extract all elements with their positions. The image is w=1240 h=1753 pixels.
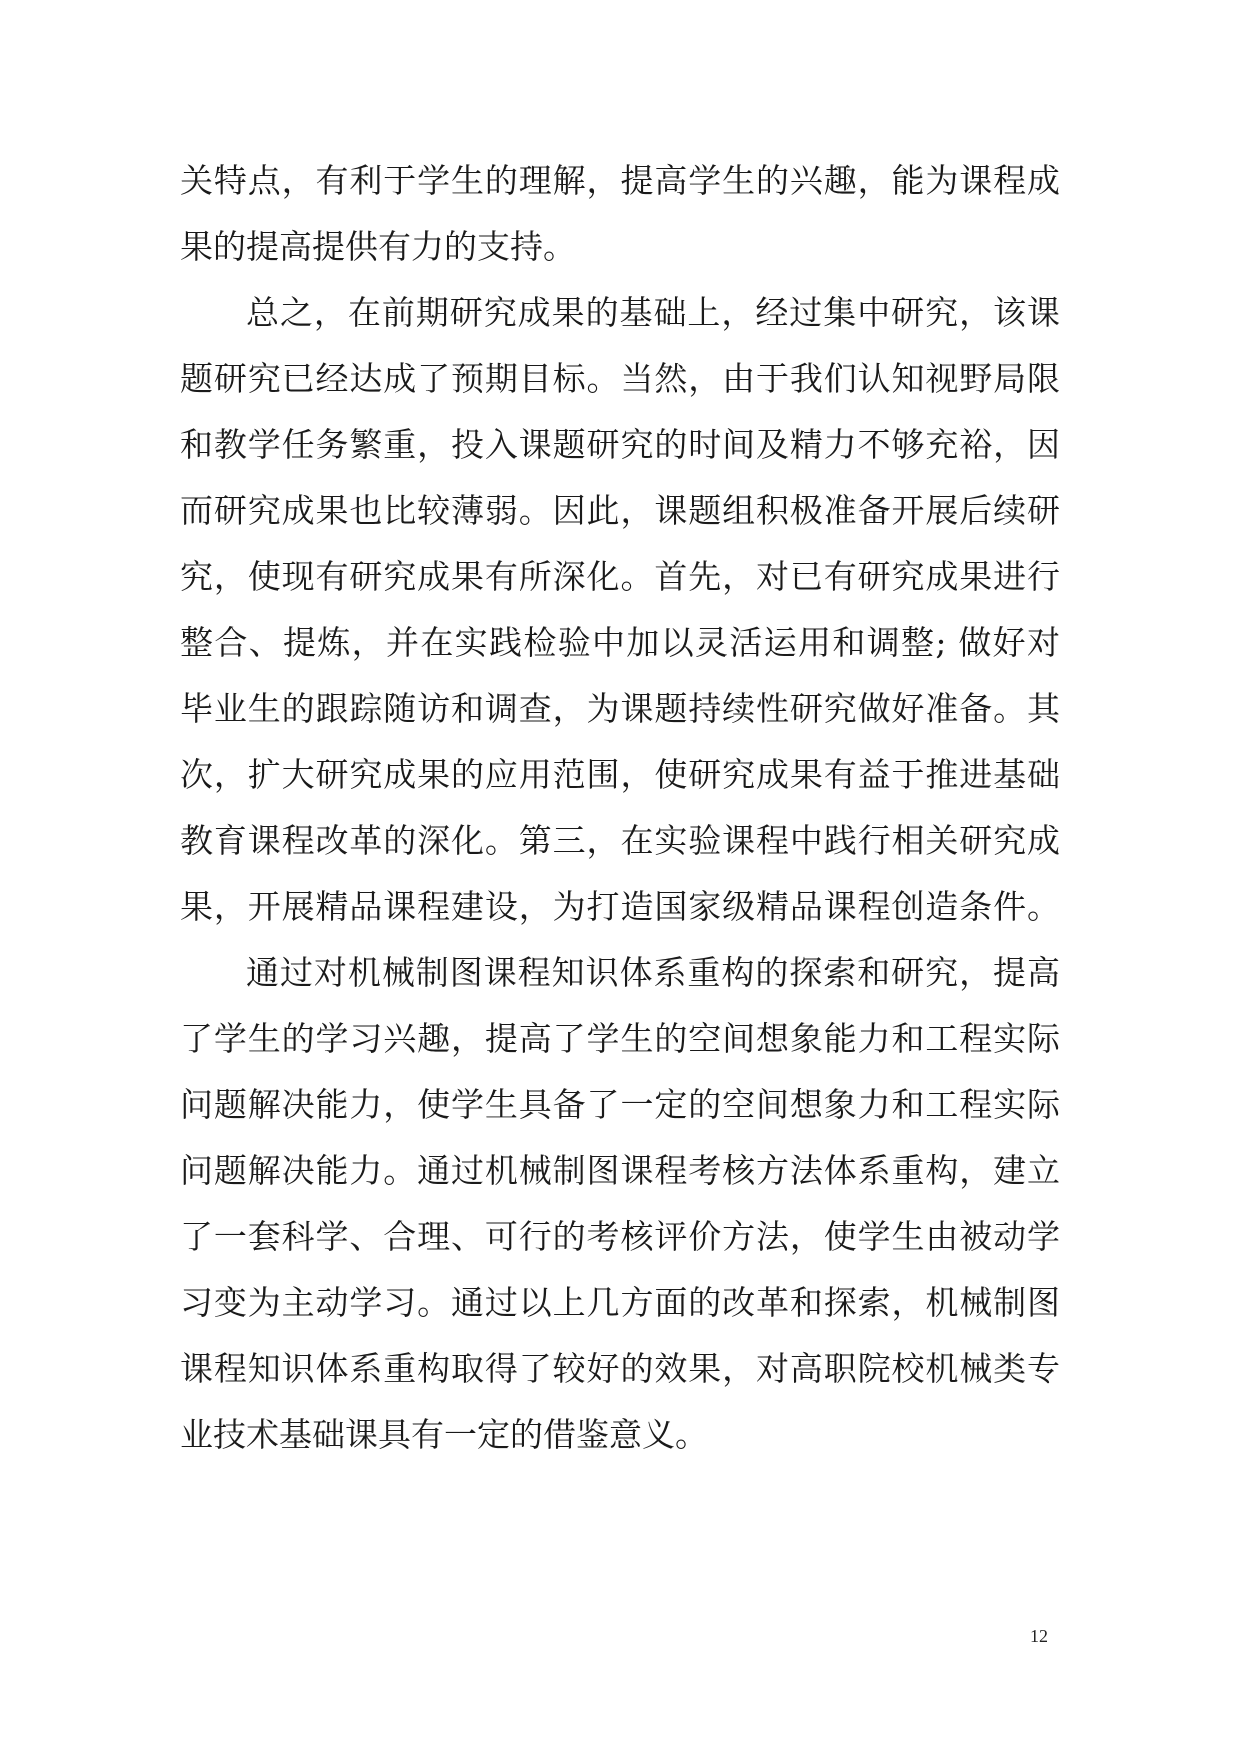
text-line: 果，开展精品课程建设，为打造国家级精品课程创造条件。 xyxy=(180,887,1060,926)
text-line: 究，使现有研究成果有所深化。首先，对已有研究成果进行 xyxy=(180,557,1060,596)
text-line: 习变为主动学习。通过以上几方面的改革和探索，机械制图 xyxy=(180,1283,1060,1322)
text-line: 了一套科学、合理、可行的考核评价方法，使学生由被动学 xyxy=(180,1217,1060,1256)
text-line: 和教学任务繁重，投入课题研究的时间及精力不够充裕，因 xyxy=(180,425,1060,464)
text-line: 题研究已经达成了预期目标。当然，由于我们认知视野局限 xyxy=(180,359,1060,398)
text-line: 整合、提炼，并在实践检验中加以灵活运用和调整; 做好对 xyxy=(180,623,1060,662)
text-line: 教育课程改革的深化。第三，在实验课程中践行相关研究成 xyxy=(180,821,1060,860)
text-line: 而研究成果也比较薄弱。因此，课题组积极准备开展后续研 xyxy=(180,491,1060,530)
text-line: 问题解决能力。通过机械制图课程考核方法体系重构，建立 xyxy=(180,1151,1060,1190)
text-line: 业技术基础课具有一定的借鉴意义。 xyxy=(180,1415,708,1454)
text-line: 关特点，有利于学生的理解，提高学生的兴趣，能为课程成 xyxy=(180,161,1060,200)
text-line: 课程知识体系重构取得了较好的效果，对高职院校机械类专 xyxy=(180,1349,1060,1388)
paragraph xyxy=(180,148,1060,280)
text-line: 总之，在前期研究成果的基础上，经过集中研究，该课 xyxy=(246,293,1060,332)
text-line: 果的提高提供有力的支持。 xyxy=(180,227,576,266)
paragraph xyxy=(180,940,1060,1468)
document-body xyxy=(180,148,1060,1468)
text-line: 问题解决能力，使学生具备了一定的空间想象力和工程实际 xyxy=(180,1085,1060,1124)
paragraph xyxy=(180,280,1060,940)
page-number: 12 xyxy=(1030,1626,1048,1646)
text-line: 通过对机械制图课程知识体系重构的探索和研究，提高 xyxy=(246,953,1060,992)
text-line: 次，扩大研究成果的应用范围，使研究成果有益于推进基础 xyxy=(180,755,1060,794)
text-line: 毕业生的跟踪随访和调查，为课题持续性研究做好准备。其 xyxy=(180,689,1060,728)
text-line: 了学生的学习兴趣，提高了学生的空间想象能力和工程实际 xyxy=(180,1019,1060,1058)
